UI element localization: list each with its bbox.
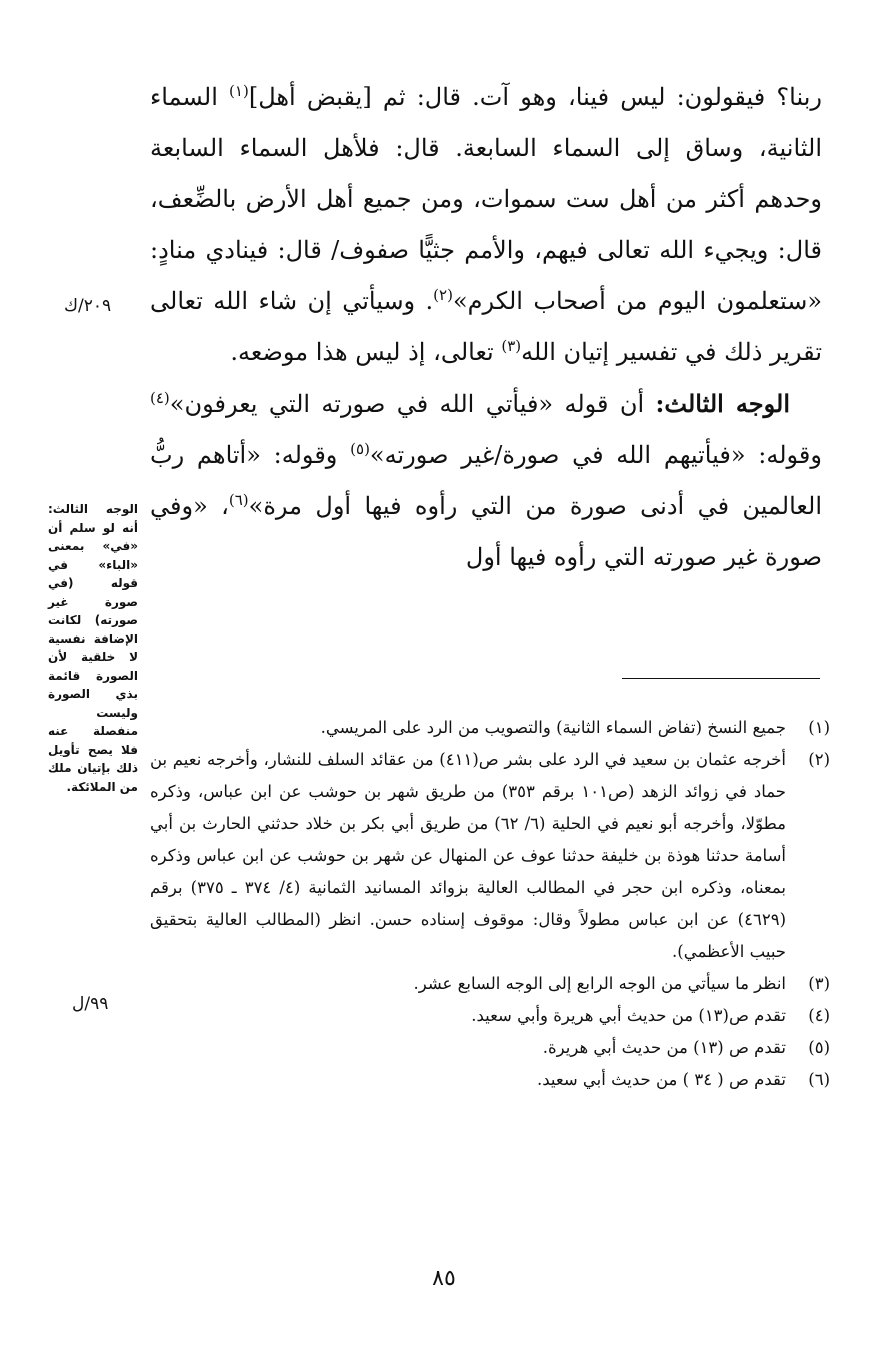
footnote [150,1000,830,1032]
footnote-text: تقدم ص (١٣) من حديث أبي هريرة. [542,1038,786,1057]
footnote-separator [622,678,820,679]
margin-manuscript-mark-k: ٢٠٩/ك [64,296,112,316]
main-text [150,72,822,583]
footnote-ref-4: (٤) [150,389,170,407]
footnote-number: (٤) [808,1006,830,1025]
footnote [150,968,830,1000]
footnote-text: تقدم ص ( ٣٤ ) من حديث أبي سعيد. [537,1070,786,1089]
footnote-text: انظر ما سيأتي من الوجه الرابع إلى الوجه السابع عشر. [413,974,786,993]
footnote [150,1064,830,1096]
paragraph-1: ربنا؟ فيقولون: ليس فينا، وهو آت. قال: ثم [يقبض أهل]$^{(١)}$ السماء الثانية، وساق إلى السماء السابعة. قال: فلأهل السماء السابعة وحدهم أكثر من أهل ست سموات، ومن جميع أهل الأرض بالضِّعف، قال: ويجيء الله تعالى فيهم، والأمم جثيًّا صفوف/ قال: فينادي منادٍ: «ستعلمون اليوم من أصحاب الكرم»$^{(٢)}$. وسيأتي إن شاء الله تعالى تقرير ذلك في تفسير إتيان الله$^{(٣)}$ تعالى، إذ ليس هذا موضعه. [150,82,823,366]
footnote-ref-6: (٦) [228,491,249,509]
footnote-number: (٥) [808,1038,830,1057]
footnote-number: (٢) [808,750,830,769]
margin-side-note: الوجه الثالث: أنه لو سلم أن «في» بمعنى «الباء» في قوله (في صورة غير صورته) لكانت الإضافة نفسية لا خلقية لأن الصورة قائمة بذي الصورة وليست منفصلة عنه فلا يصح تأويل ذلك بإتيان ملك من الملائكة. [48,502,138,794]
footnote-text: تقدم ص(١٣) من حديث أبي هريرة وأبي سعيد. [471,1006,786,1025]
margin-manuscript-mark-l: ٩٩/ل [72,994,109,1014]
footnotes [150,712,830,1096]
footnote-ref-2: (٢) [433,286,453,304]
footnote-ref-5: (٥) [350,440,370,458]
footnote [150,1032,830,1064]
paragraph-2: الوجه الثالث: أن قوله «فيأتي الله في صورته التي يعرفون»$^{(٤)}$ وقوله: «فيأتيهم الله في صورة/غير صورته»$^{(٥)}$ وقوله: «أتاهم ربُّ العالمين في أدنى صورة من التي رأوه فيها أول مرة»$^{(٦)}$، «وفي صورة غير صورته التي رأوه فيها أول [150,389,822,571]
footnote [150,712,830,744]
footnote-text: جميع النسخ (تفاض السماء الثانية) والتصويب من الرد على المريسي. [320,718,786,737]
footnote-number: (١) [808,718,830,737]
footnote-number: (٦) [808,1070,830,1089]
footnote-number: (٣) [808,974,830,993]
footnote-text: أخرجه عثمان بن سعيد في الرد على بشر ص(٤١١) من عقائد السلف للنشار، وأخرجه نعيم بن حماد في زوائد الزهد (ص١٠١ برقم ٣٥٣) من طريق شهر بن حوشب عن ابن عباس، وذكره مطوّلا، وأخرجه أبو نعيم في الحلية (٦/ ٦٢) من طريق أبي بكر بن خلاد حدثني الحارث بن أبي أسامة حدثنا هوذة بن خليفة حدثنا عوف عن المنهال عن شهر بن حوشب عن ابن عباس وذكره بمعناه، وذكره ابن حجر في المطالب العالية بزوائد المسانيد الثمانية (٤/ ٣٧٤ ـ ٣٧٥) برقم (٤٦٢٩) عن ابن عباس مطولاً وقال: موقوف إسناده حسن. انظر (المطالب العالية بتحقيق حبيب الأعظمي). [150,750,787,961]
page-number: ٨٥ [432,1266,456,1291]
footnote-ref-1: (١) [229,82,249,100]
footnote-ref-3: (٣) [501,337,522,355]
section-heading: الوجه الثالث: [655,389,790,418]
footnote [150,744,830,968]
